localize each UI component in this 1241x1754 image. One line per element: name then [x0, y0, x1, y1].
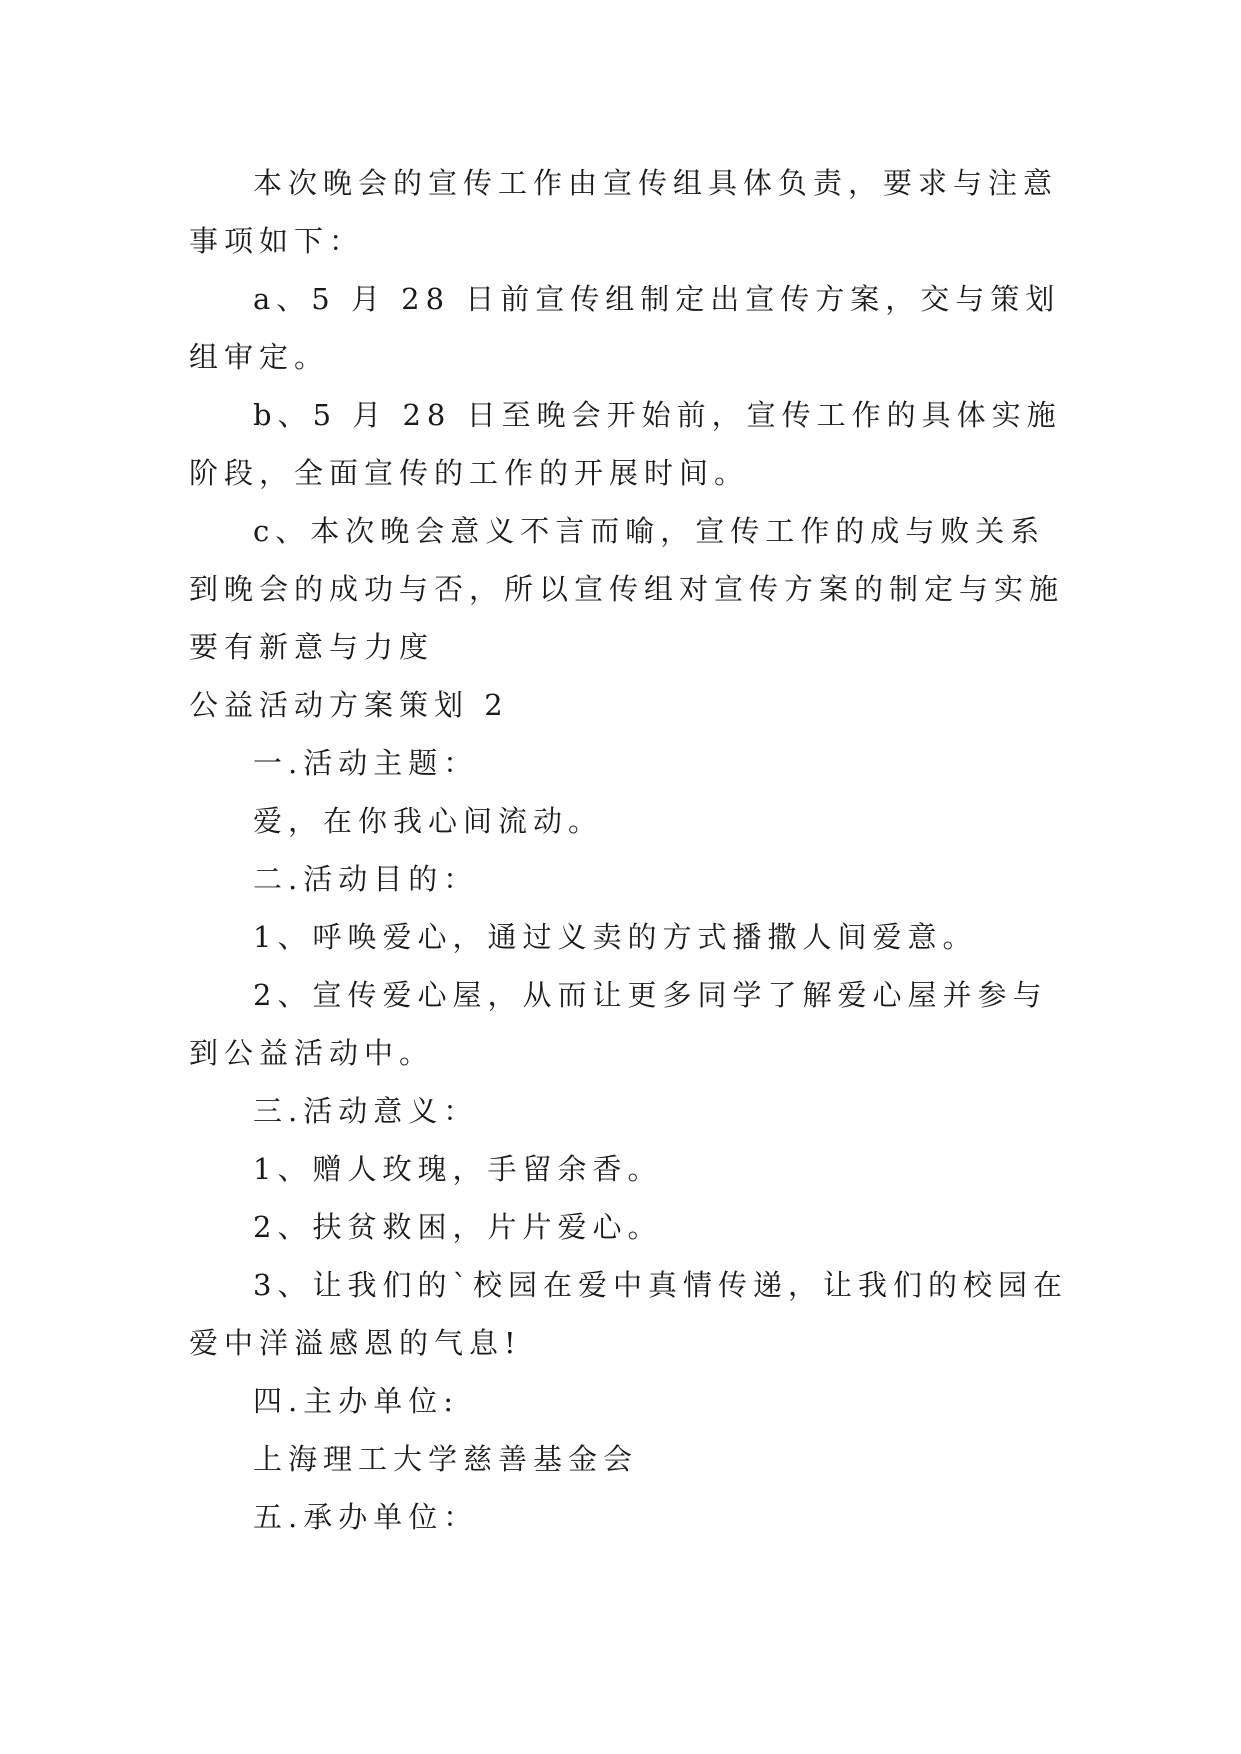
heading-co-organizer: 五.承办单位： [253, 1500, 479, 1534]
paragraph-theme-text: 爱，在你我心间流动。 [253, 804, 604, 838]
heading-organizer: 四.主办单位: [253, 1384, 459, 1418]
paragraph-item-b: b、5 月 28 日至晚会开始前，宣传工作的具体实施阶段，全面宣传的工作的开展时间。 [189, 398, 1062, 490]
paragraph-publicity-intro: 本次晚会的宣传工作由宣传组具体负责，要求与注意事项如下： [189, 166, 1059, 258]
section-title: 公益活动方案策划 2 [189, 688, 509, 722]
document-body [189, 154, 1069, 1546]
paragraph-purpose-2: 2、宣传爱心屋，从而让更多同学了解爱心屋并参与到公益活动中。 [189, 978, 1048, 1070]
paragraph-purpose-1: 1、呼唤爱心，通过义卖的方式播撒人间爱意。 [253, 920, 978, 954]
paragraph-organizer-name: 上海理工大学慈善基金会 [253, 1442, 639, 1476]
heading-activity-theme: 一.活动主题： [253, 746, 479, 780]
paragraph-significance-1: 1、赠人玫瑰，手留余香。 [253, 1152, 663, 1186]
paragraph-significance-2: 2、扶贫救困，片片爱心。 [253, 1210, 663, 1244]
paragraph-significance-3: 3、让我们的`校园在爱中真情传递，让我们的校园在爱中洋溢感恩的气息! [189, 1268, 1068, 1360]
heading-activity-significance: 三.活动意义： [253, 1094, 479, 1128]
paragraph-item-c: c、本次晚会意义不言而喻，宣传工作的成与败关系到晚会的成功与否，所以宣传组对宣传方案的制定与实施要有新意与力度 [189, 514, 1065, 664]
heading-activity-purpose: 二.活动目的： [253, 862, 479, 896]
paragraph-item-a: a、5 月 28 日前宣传组制定出宣传方案，交与策划组审定。 [189, 282, 1061, 374]
